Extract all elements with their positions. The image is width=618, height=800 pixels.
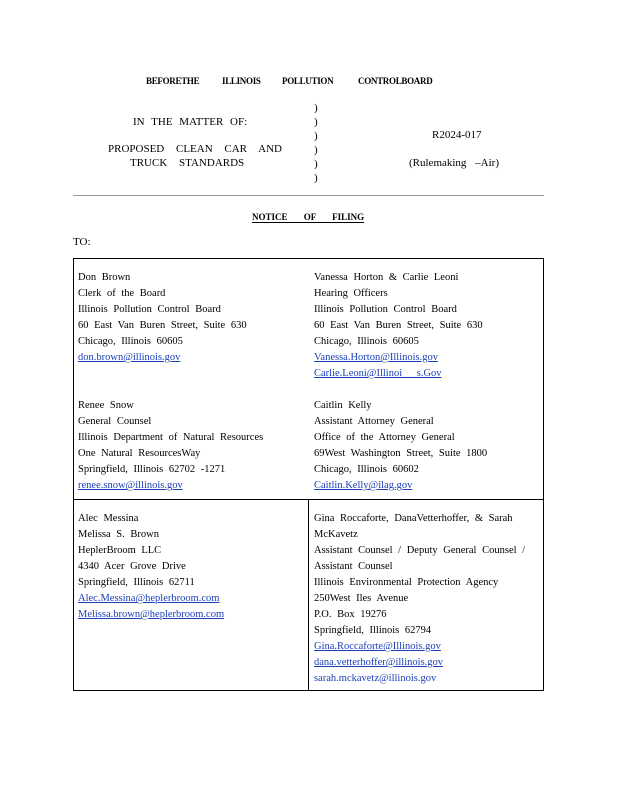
- recipient-hearing-officers: Vanessa Horton & Carlie Leoni Hearing Officers Illinois Pollution Control Board 60 East Van Buren Street, Suite 630 Chicago, Illinois 60605 Vanessa.Horton@Illinois.gov Carlie.Leoni@Illinoi s.Gov: [314, 270, 483, 382]
- recipient-don-brown: Don Brown Clerk of the Board Illinois Pollution Control Board 60 East Van Buren Street, Suite 630 Chicago, Illinois 60605 don.brown@illinois.gov: [78, 270, 247, 366]
- notice-of-filing-title: NOTICE OF FILING: [252, 212, 365, 222]
- table-column-divider: [308, 499, 309, 691]
- recipient-iepa: Gina Roccaforte, DanaVetterhoffer, & Sarah McKavetz Assistant Counsel / Deputy General Counsel / Assistant Counsel Illinois Environmental Protection Agency 250West Iles Avenue P.O. Box 19276 Springfield, Illinois 62794 Gina.Roccaforte@Illinois.gov dana.vetterhoffer@illinois.gov sarah.mckavetz@illinois.gov: [314, 511, 525, 687]
- email-link[interactable]: Vanessa.Horton@Illinois.gov: [314, 352, 438, 363]
- matter-line: IN THE MATTER OF:: [133, 116, 248, 128]
- email-link[interactable]: renee.snow@illinois.gov: [78, 480, 183, 491]
- email-link[interactable]: Alec.Messina@heplerbroom.com: [78, 593, 220, 604]
- email-link[interactable]: dana.vetterhoffer@illinois.gov: [314, 657, 444, 668]
- proposed-line-1: PROPOSED CLEAN CAR AND: [108, 143, 282, 155]
- email-link[interactable]: Carlie.Leoni@Illinoi s.Gov: [314, 368, 442, 379]
- to-label: TO:: [73, 236, 91, 248]
- header-control-board: CONTROLBOARD: [358, 76, 433, 86]
- recipient-caitlin-kelly: Caitlin Kelly Assistant Attorney General Office of the Attorney General 69West Washington Street, Suite 1800 Chicago, Illinois 60602 Caitlin.Kelly@ilag.gov: [314, 398, 487, 494]
- rulemaking-type: (Rulemaking –Air): [409, 157, 500, 169]
- proposed-line-2: TRUCK STANDARDS: [130, 157, 245, 169]
- email-text: sarah.mckavetz@illinois.gov: [314, 673, 437, 684]
- email-link[interactable]: Caitlin.Kelly@ilag.gov: [314, 480, 413, 491]
- header-pollution: POLLUTION: [282, 76, 334, 86]
- header-illinois: ILLINOIS: [222, 76, 261, 86]
- notice-underline: [252, 222, 364, 223]
- caption-divider: [73, 195, 544, 196]
- docket-number: R2024-017: [432, 129, 482, 141]
- email-link[interactable]: Melissa.brown@heplerbroom.com: [78, 609, 225, 620]
- email-link[interactable]: don.brown@illinois.gov: [78, 352, 181, 363]
- caption-parentheses: ) ) ) ) ) ): [314, 102, 318, 184]
- recipient-heplerbroom: Alec Messina Melissa S. Brown HeplerBroom LLC 4340 Acer Grove Drive Springfield, Illinois 62711 Alec.Messina@heplerbroom.com Melissa.brown@heplerbroom.com: [78, 511, 224, 623]
- header-before-the: BEFORETHE: [146, 76, 200, 86]
- email-link[interactable]: Gina.Roccaforte@Illinois.gov: [314, 641, 441, 652]
- recipient-renee-snow: Renee Snow General Counsel Illinois Department of Natural Resources One Natural ResourcesWay Springfield, Illinois 62702 -1271 renee.snow@illinois.gov: [78, 398, 263, 494]
